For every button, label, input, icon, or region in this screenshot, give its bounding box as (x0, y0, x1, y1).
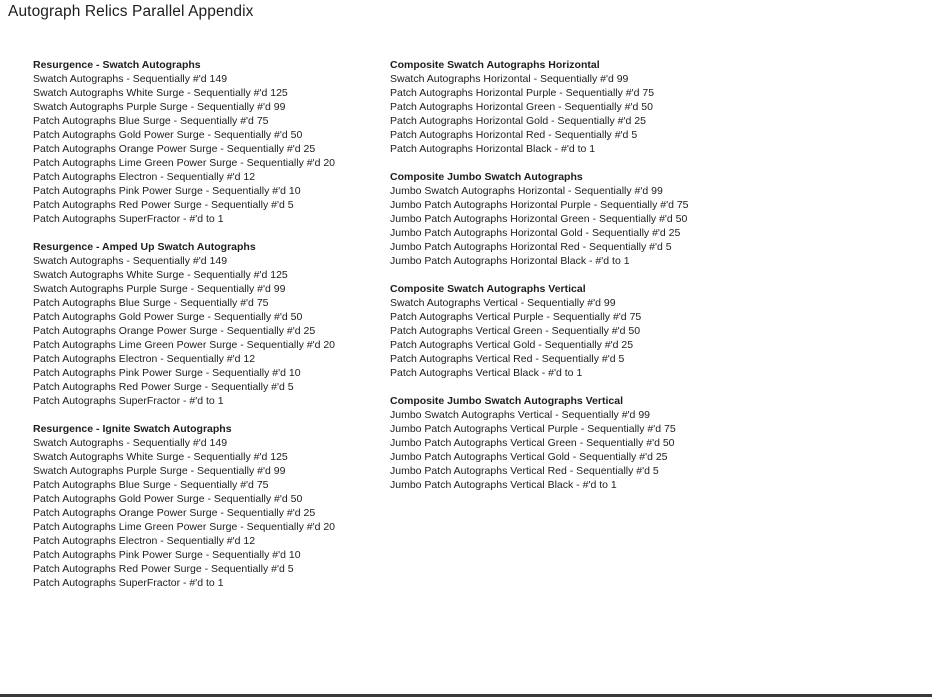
left-column (33, 58, 388, 604)
section-heading: Composite Jumbo Swatch Autographs (390, 171, 583, 183)
parallel-line: Jumbo Patch Autographs Vertical Green - Sequentially #'d 50 (390, 437, 675, 449)
parallel-line: Swatch Autographs Purple Surge - Sequentially #'d 99 (33, 283, 286, 295)
page-title: Autograph Relics Parallel Appendix (8, 3, 254, 20)
parallel-line: Jumbo Patch Autographs Vertical Black - #'d to 1 (390, 479, 617, 491)
parallel-line: Swatch Autographs - Sequentially #'d 149 (33, 255, 228, 267)
bottom-rule (0, 694, 932, 697)
parallel-line: Jumbo Patch Autographs Vertical Gold - Sequentially #'d 25 (390, 451, 668, 463)
parallel-line: Patch Autographs Blue Surge - Sequentially #'d 75 (33, 115, 269, 127)
parallel-line: Patch Autographs Lime Green Power Surge - Sequentially #'d 20 (33, 157, 336, 169)
parallel-section (33, 422, 388, 590)
parallel-line: Patch Autographs Lime Green Power Surge - Sequentially #'d 20 (33, 521, 336, 533)
parallel-line: Patch Autographs Vertical Black - #'d to 1 (390, 367, 583, 379)
parallel-section (390, 170, 745, 268)
parallel-line: Patch Autographs Gold Power Surge - Sequentially #'d 50 (33, 129, 303, 141)
parallel-line: Jumbo Patch Autographs Vertical Red - Sequentially #'d 5 (390, 465, 659, 477)
section-item-list (33, 254, 388, 408)
parallel-line: Patch Autographs Horizontal Black - #'d to 1 (390, 143, 596, 155)
section-heading: Composite Jumbo Swatch Autographs Vertical (390, 395, 623, 407)
parallel-line: Patch Autographs SuperFractor - #'d to 1 (33, 395, 224, 407)
parallel-line: Patch Autographs Pink Power Surge - Sequentially #'d 10 (33, 367, 301, 379)
parallel-line: Swatch Autographs White Surge - Sequentially #'d 125 (33, 87, 288, 99)
parallel-section (33, 240, 388, 408)
parallel-line: Jumbo Swatch Autographs Horizontal - Sequentially #'d 99 (390, 185, 663, 197)
section-item-list (390, 184, 745, 268)
section-heading: Composite Swatch Autographs Vertical (390, 283, 586, 295)
parallel-line: Jumbo Patch Autographs Horizontal Green - Sequentially #'d 50 (390, 213, 688, 225)
section-item-list (390, 296, 745, 380)
parallel-line: Swatch Autographs White Surge - Sequentially #'d 125 (33, 269, 288, 281)
parallel-line: Patch Autographs Red Power Surge - Sequentially #'d 5 (33, 381, 294, 393)
parallel-line: Swatch Autographs Purple Surge - Sequentially #'d 99 (33, 465, 286, 477)
parallel-line: Jumbo Patch Autographs Vertical Purple - Sequentially #'d 75 (390, 423, 676, 435)
parallel-line: Patch Autographs Vertical Red - Sequentially #'d 5 (390, 353, 625, 365)
section-item-list (33, 436, 388, 590)
section-heading: Resurgence - Ignite Swatch Autographs (33, 423, 232, 435)
section-item-list (390, 72, 745, 156)
section-item-list (390, 408, 745, 492)
parallel-line: Jumbo Patch Autographs Horizontal Black - #'d to 1 (390, 255, 630, 267)
parallel-section (33, 58, 388, 226)
section-heading: Resurgence - Amped Up Swatch Autographs (33, 241, 256, 253)
parallel-line: Jumbo Swatch Autographs Vertical - Sequentially #'d 99 (390, 409, 650, 421)
parallel-line: Patch Autographs SuperFractor - #'d to 1 (33, 213, 224, 225)
parallel-line: Patch Autographs Horizontal Purple - Sequentially #'d 75 (390, 87, 655, 99)
parallel-line: Patch Autographs Horizontal Green - Sequentially #'d 50 (390, 101, 653, 113)
parallel-line: Swatch Autographs Purple Surge - Sequentially #'d 99 (33, 101, 286, 113)
parallel-line: Patch Autographs Electron - Sequentially #'d 12 (33, 535, 256, 547)
parallel-line: Patch Autographs Gold Power Surge - Sequentially #'d 50 (33, 493, 303, 505)
parallel-line: Patch Autographs Blue Surge - Sequentially #'d 75 (33, 479, 269, 491)
parallel-line: Patch Autographs Electron - Sequentially #'d 12 (33, 171, 256, 183)
parallel-line: Patch Autographs Vertical Gold - Sequentially #'d 25 (390, 339, 634, 351)
parallel-line: Swatch Autographs White Surge - Sequentially #'d 125 (33, 451, 288, 463)
parallel-line: Patch Autographs Gold Power Surge - Sequentially #'d 50 (33, 311, 303, 323)
parallel-line: Swatch Autographs Vertical - Sequentially #'d 99 (390, 297, 616, 309)
parallel-line: Patch Autographs Vertical Purple - Sequentially #'d 75 (390, 311, 642, 323)
parallel-line: Patch Autographs Horizontal Red - Sequentially #'d 5 (390, 129, 638, 141)
parallel-line: Patch Autographs Electron - Sequentially #'d 12 (33, 353, 256, 365)
parallel-line: Patch Autographs Pink Power Surge - Sequentially #'d 10 (33, 185, 301, 197)
parallel-line: Patch Autographs Lime Green Power Surge - Sequentially #'d 20 (33, 339, 336, 351)
parallel-line: Swatch Autographs - Sequentially #'d 149 (33, 437, 228, 449)
parallel-line: Patch Autographs SuperFractor - #'d to 1 (33, 577, 224, 589)
right-column (390, 58, 745, 506)
section-heading: Composite Swatch Autographs Horizontal (390, 59, 600, 71)
parallel-line: Patch Autographs Blue Surge - Sequentially #'d 75 (33, 297, 269, 309)
parallel-line: Patch Autographs Orange Power Surge - Sequentially #'d 25 (33, 507, 316, 519)
section-item-list (33, 72, 388, 226)
section-heading: Resurgence - Swatch Autographs (33, 59, 201, 71)
parallel-line: Jumbo Patch Autographs Horizontal Purple - Sequentially #'d 75 (390, 199, 689, 211)
parallel-line: Swatch Autographs - Sequentially #'d 149 (33, 73, 228, 85)
parallel-line: Jumbo Patch Autographs Horizontal Red - Sequentially #'d 5 (390, 241, 672, 253)
parallel-line: Jumbo Patch Autographs Horizontal Gold - Sequentially #'d 25 (390, 227, 681, 239)
parallel-line: Patch Autographs Red Power Surge - Sequentially #'d 5 (33, 199, 294, 211)
parallel-line: Swatch Autographs Horizontal - Sequentially #'d 99 (390, 73, 629, 85)
parallel-line: Patch Autographs Vertical Green - Sequentially #'d 50 (390, 325, 641, 337)
parallel-line: Patch Autographs Pink Power Surge - Sequentially #'d 10 (33, 549, 301, 561)
parallel-section (390, 58, 745, 156)
parallel-line: Patch Autographs Horizontal Gold - Sequentially #'d 25 (390, 115, 646, 127)
parallel-section (390, 282, 745, 380)
parallel-line: Patch Autographs Red Power Surge - Sequentially #'d 5 (33, 563, 294, 575)
parallel-line: Patch Autographs Orange Power Surge - Sequentially #'d 25 (33, 325, 316, 337)
parallel-section (390, 394, 745, 492)
parallel-line: Patch Autographs Orange Power Surge - Sequentially #'d 25 (33, 143, 316, 155)
